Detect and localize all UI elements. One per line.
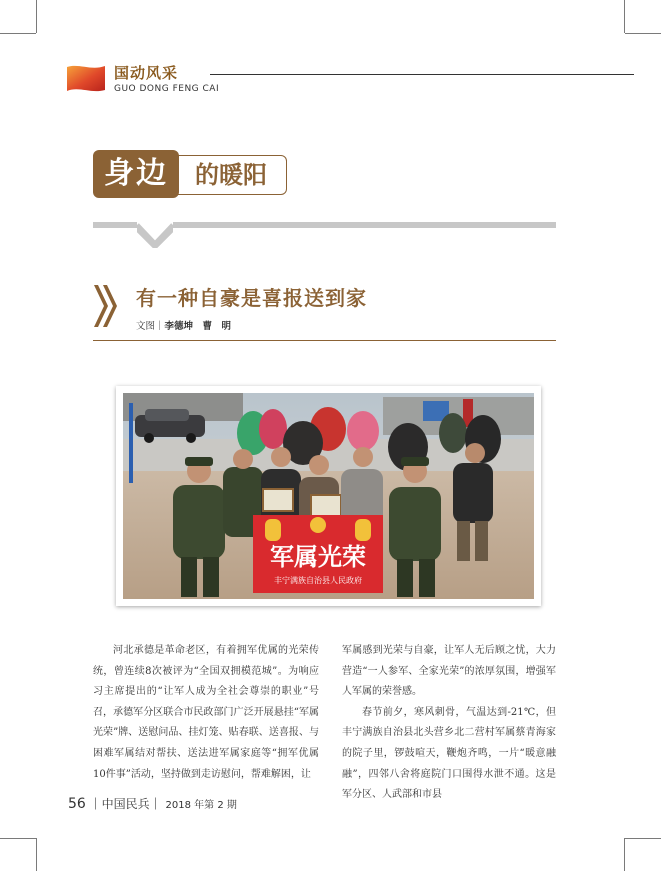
photo-frame bbox=[116, 386, 541, 606]
page-footer: 56 ｜中国民兵｜ 2018 年第 2 期 bbox=[68, 796, 237, 812]
section-subtitle: GUO DONG FENG CAI bbox=[114, 84, 220, 94]
crop-mark bbox=[625, 838, 661, 839]
article-photo bbox=[123, 393, 534, 599]
section-title: 国动风采 bbox=[114, 64, 179, 82]
crop-mark bbox=[625, 33, 661, 34]
byline-authors: 李德坤 曹 明 bbox=[164, 321, 232, 332]
crop-mark bbox=[0, 33, 36, 34]
body-column-1 bbox=[93, 641, 319, 785]
crop-mark bbox=[36, 0, 37, 33]
chevron-right-icon bbox=[92, 283, 120, 329]
article-headline: 有一种自豪是喜报送到家 bbox=[136, 286, 367, 310]
section-divider bbox=[210, 74, 634, 75]
crop-mark bbox=[624, 0, 625, 33]
body-paragraph: 春节前夕，寒风刺骨，气温达到-21℃，但丰宁满族自治县北头营乡北二营村军属蔡青海家的院子里，锣鼓喧天，鞭炮齐鸣，一片“暖意融融”，四邻八舍将庭院门口围得水泄不通。这是军分区、人武部和市县 bbox=[342, 706, 556, 801]
page-number: 56 bbox=[68, 796, 86, 812]
crop-mark bbox=[624, 838, 625, 871]
byline-label: 文图 bbox=[136, 321, 156, 332]
magazine-name: 中国民兵 bbox=[101, 797, 150, 811]
band-notch bbox=[137, 222, 173, 248]
column-banner-dark: 身边 bbox=[93, 150, 179, 198]
crop-mark bbox=[0, 838, 36, 839]
body-column-2 bbox=[342, 641, 556, 806]
photo-banner-subtext: 丰宁满族自治县人民政府 bbox=[274, 576, 362, 585]
flag-icon bbox=[65, 63, 106, 93]
column-banner-light: 的暖阳 bbox=[176, 155, 287, 195]
issue-label: 2018 年第 2 期 bbox=[165, 800, 237, 811]
headline-rule bbox=[93, 340, 556, 341]
photo-banner-text: 军属光荣 bbox=[270, 542, 366, 571]
body-paragraph: 河北承德是革命老区，有着拥军优属的光荣传统，曾连续8次被评为“全国双拥模范城”。为响应习主席提出的“让军人成为全社会尊崇的职业”号召，承德军分区联合市民政部门广泛开展悬挂“军属光荣”牌、送慰问品、挂灯笼、贴春联、送喜报、与困难军属结对帮扶、送法进军属家庭等“拥军优属10件事”活动，坚持做到走访慰问，帮难解困，让 bbox=[93, 645, 319, 780]
crop-mark bbox=[36, 838, 37, 871]
body-paragraph: 军属感到光荣与自豪，让军人无后顾之忧，大力营造“一人参军、全家光荣”的浓厚氛围，增强军人军属的荣誉感。 bbox=[342, 645, 556, 698]
byline: 文图｜李德坤 曹 明 bbox=[136, 321, 232, 332]
